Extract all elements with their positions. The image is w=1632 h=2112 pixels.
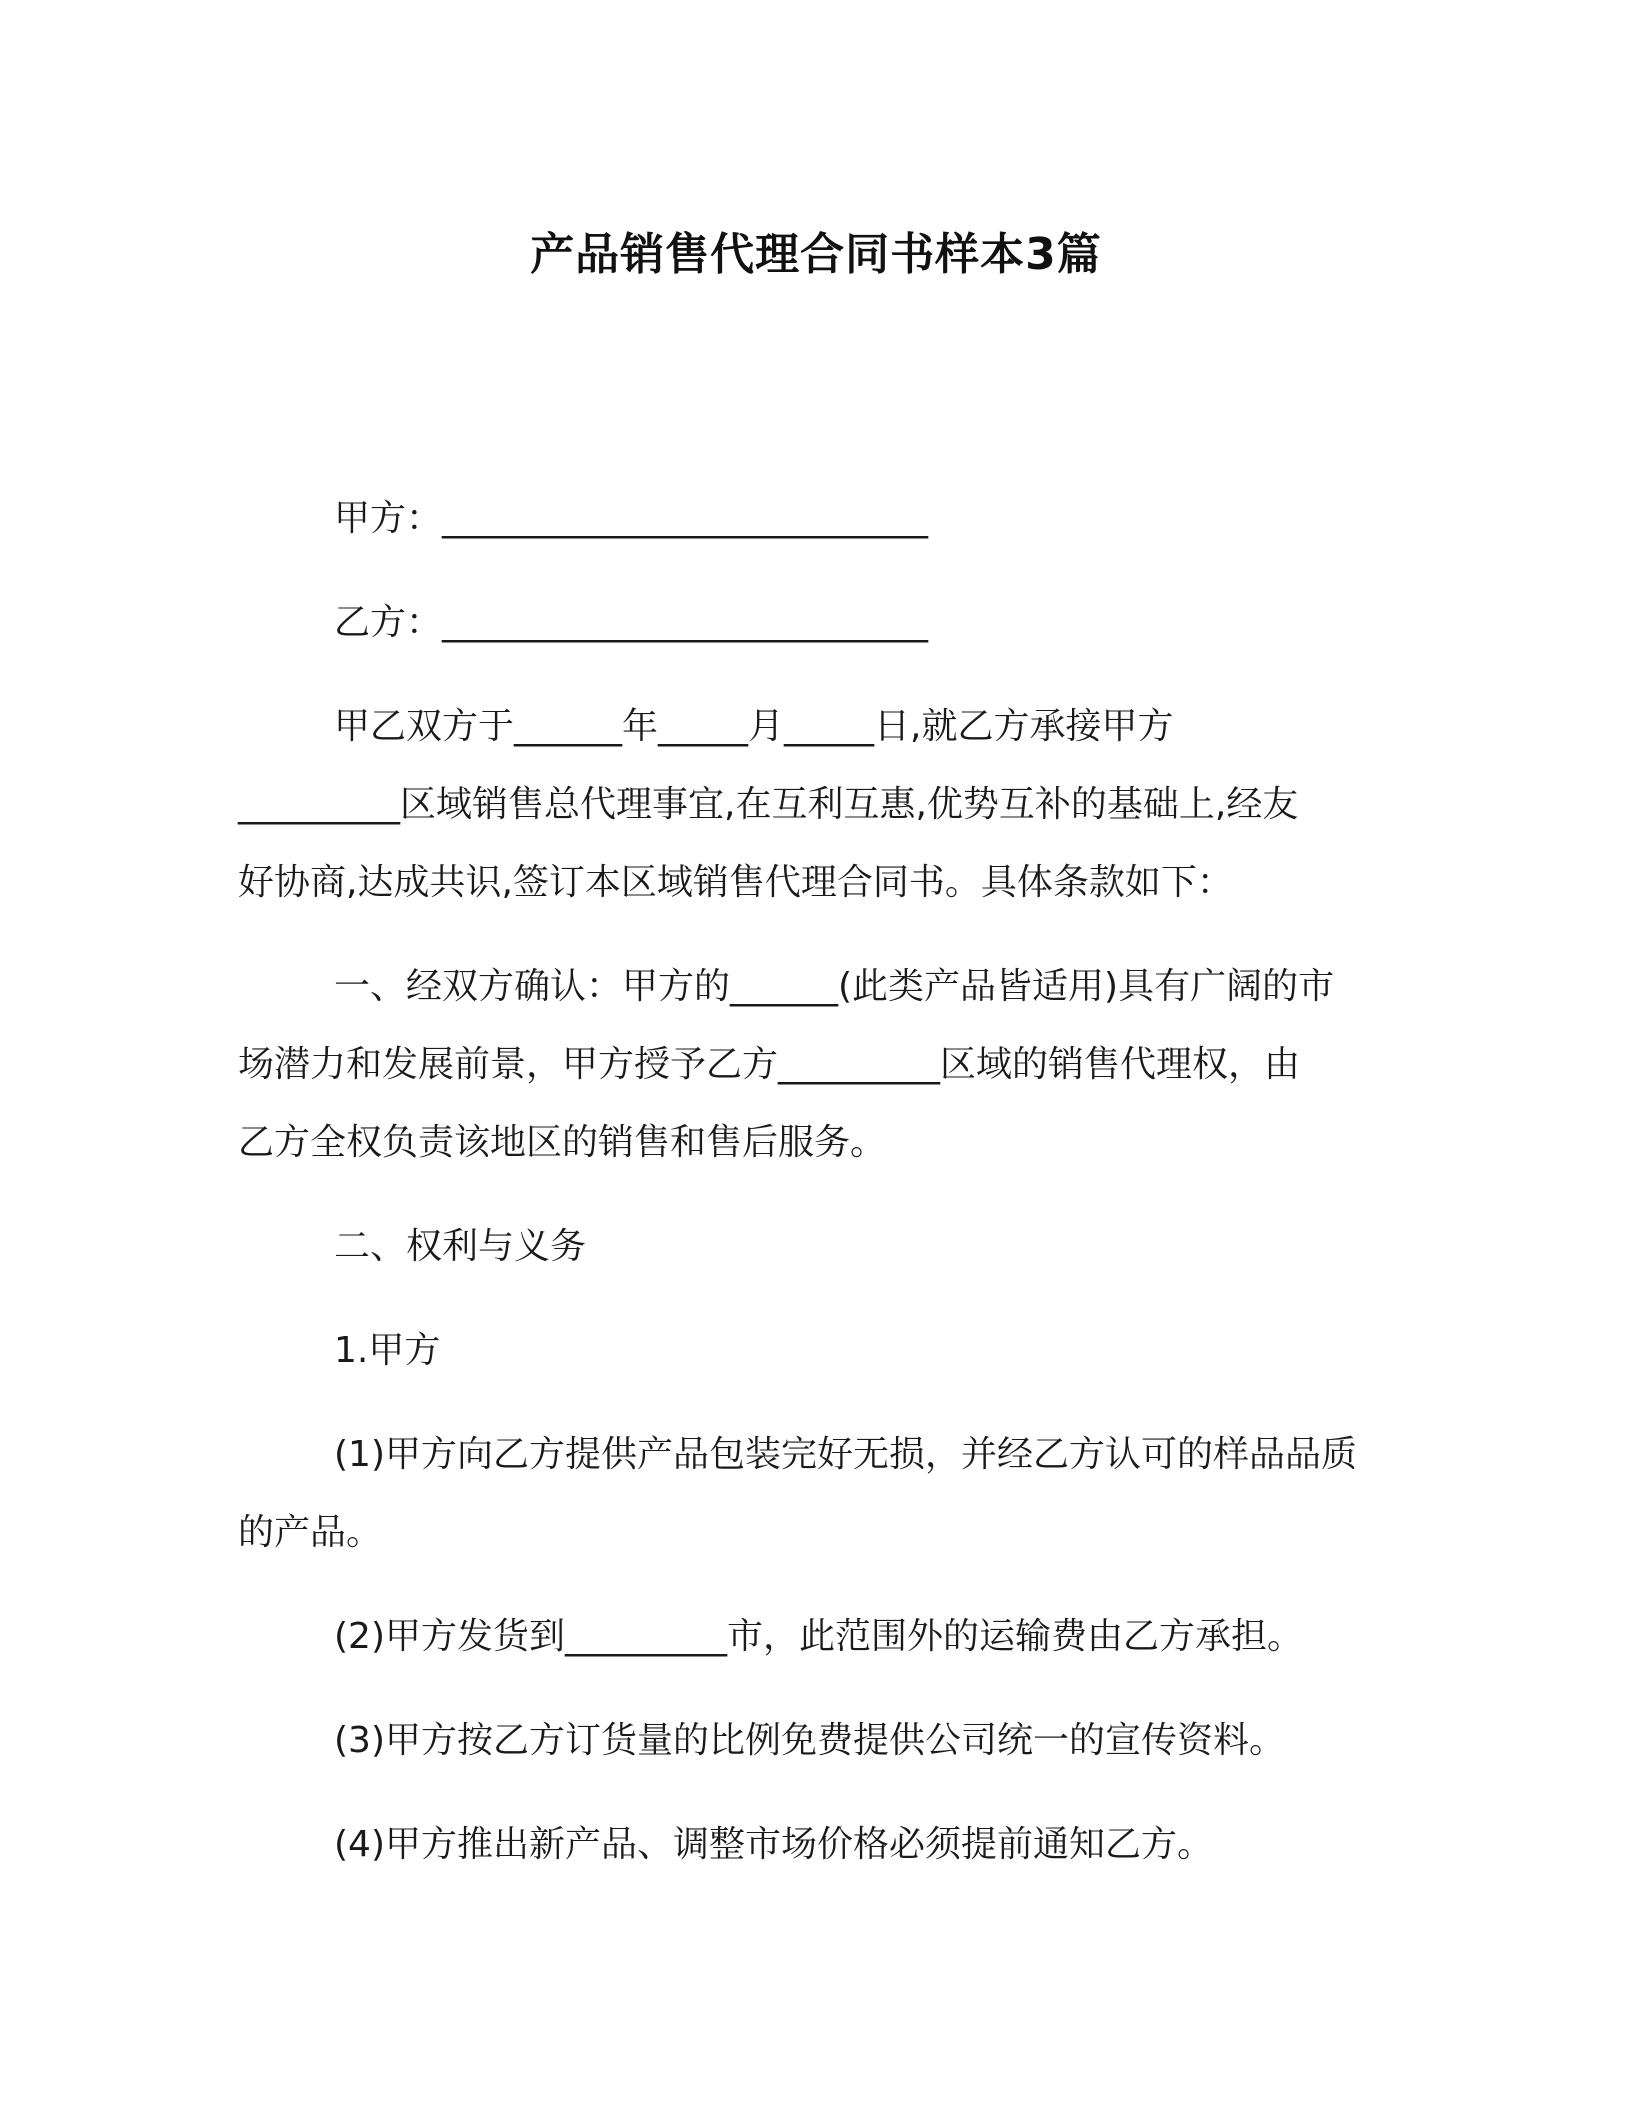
duty-item-1-line-2: 的产品。 xyxy=(238,1512,383,1553)
duty-item-1-line-1: (1)甲方向乙方提供产品包装完好无损，并经乙方认可的样品品质 xyxy=(334,1434,1357,1475)
intro-line-2: _________区域销售总代理事宜,在互利互惠,优势互补的基础上,经友 xyxy=(238,784,1299,825)
clause1-line-1: 一、经双方确认：甲方的______(此类产品皆适用)具有广阔的市 xyxy=(334,966,1335,1007)
party-b-line: 乙方：___________________________ xyxy=(334,602,929,643)
document-title: 产品销售代理合同书样本3篇 xyxy=(530,229,1102,280)
intro-line-1: 甲乙双方于______年_____月_____日,就乙方承接甲方 xyxy=(334,706,1174,747)
party-a-duties-heading: 1.甲方 xyxy=(334,1330,441,1371)
duty-item-4: (4)甲方推出新产品、调整市场价格必须提前通知乙方。 xyxy=(334,1824,1213,1865)
party-a-line: 甲方：___________________________ xyxy=(334,498,929,539)
duty-item-3: (3)甲方按乙方订货量的比例免费提供公司统一的宣传资料。 xyxy=(334,1720,1285,1761)
clause2-heading: 二、权利与义务 xyxy=(334,1226,587,1267)
clause1-line-2: 场潜力和发展前景，甲方授予乙方_________区域的销售代理权，由 xyxy=(238,1044,1301,1085)
intro-line-3: 好协商,达成共识,签订本区域销售代理合同书。具体条款如下： xyxy=(238,862,1233,903)
clause1-line-3: 乙方全权负责该地区的销售和售后服务。 xyxy=(238,1122,887,1163)
duty-item-2: (2)甲方发货到_________市，此范围外的运输费由乙方承担。 xyxy=(334,1616,1303,1657)
